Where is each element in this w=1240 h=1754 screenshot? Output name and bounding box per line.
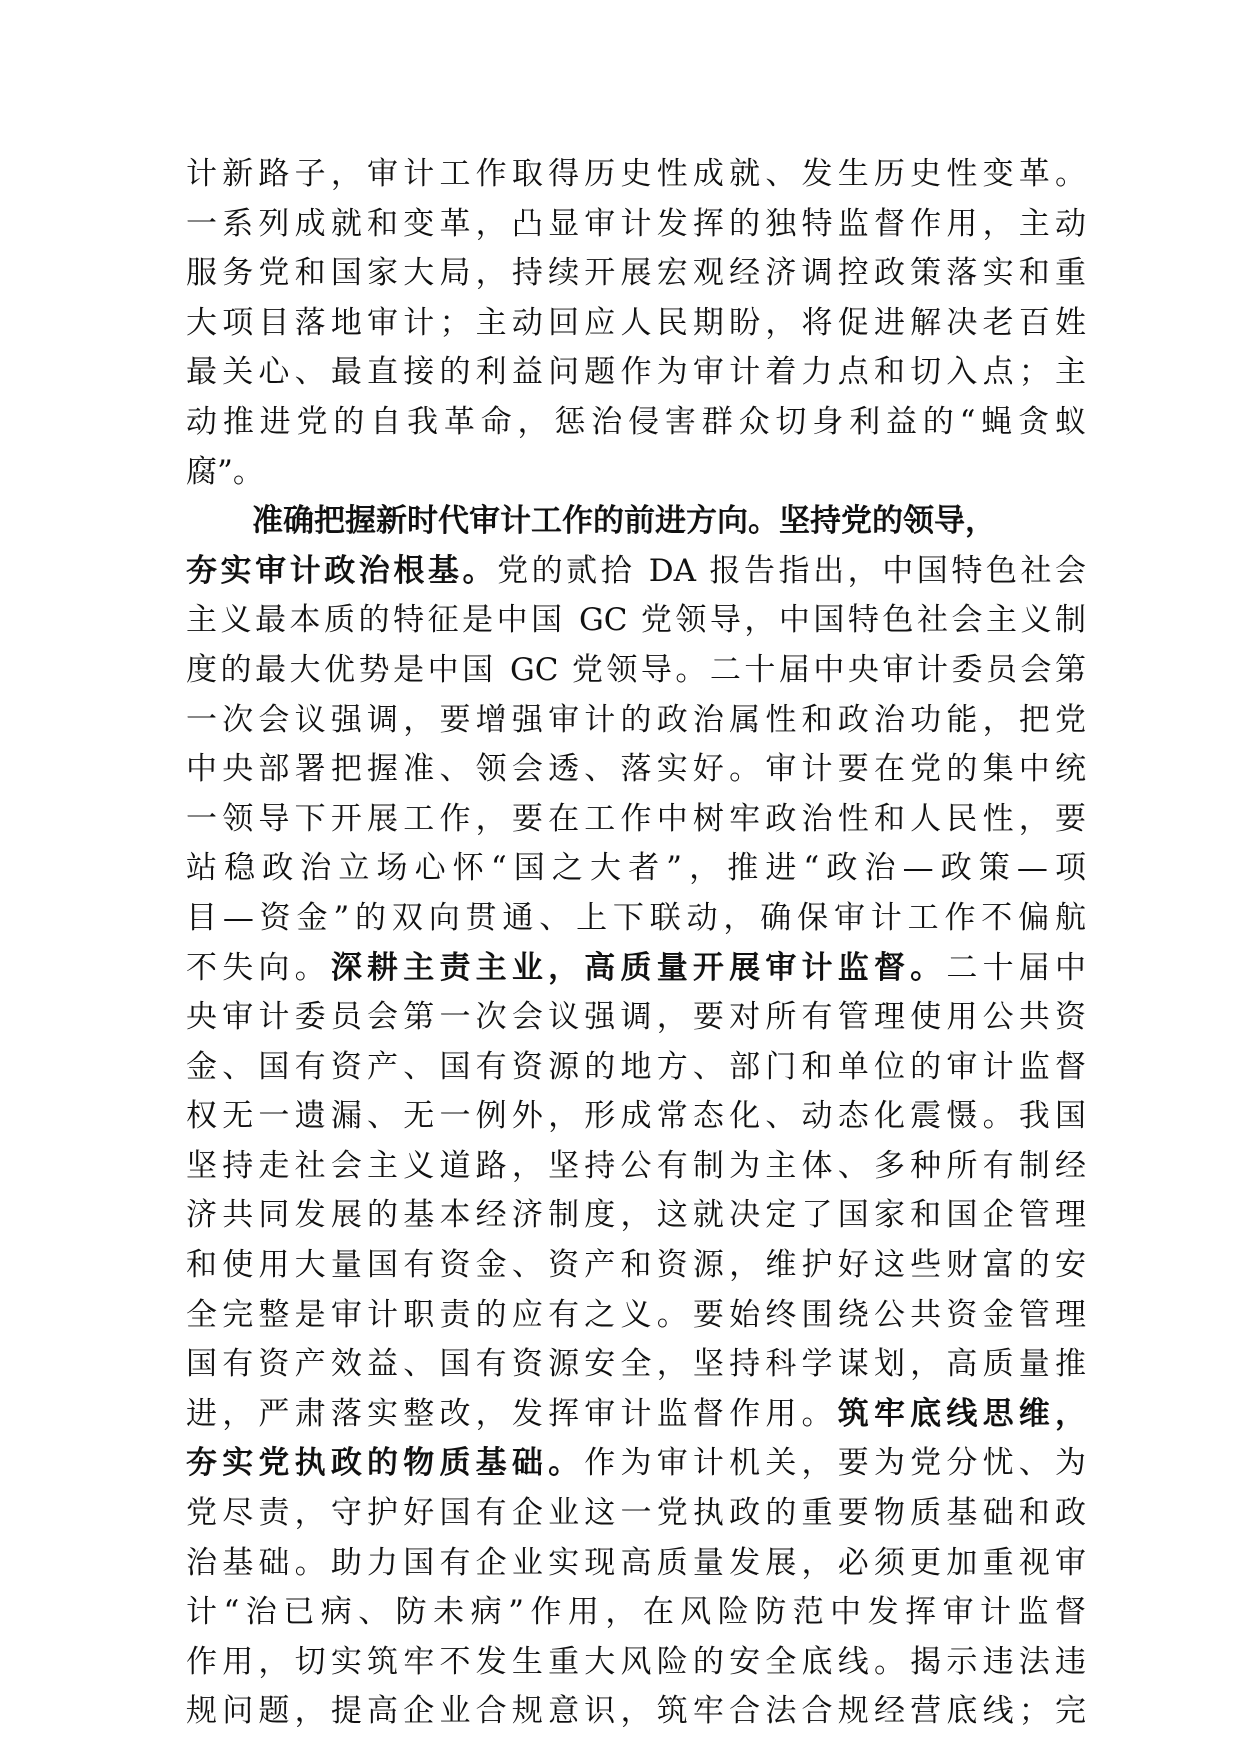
text-line: 一次会议强调，要增强审计的政治属性和政治功能，把党 <box>186 701 1086 738</box>
text-line: 最关心、最直接的利益问题作为审计着力点和切入点；主 <box>186 354 1086 391</box>
text-line: 服务党和国家大局，持续开展宏观经济调控政策落实和重 <box>186 255 1086 292</box>
section-heading: 夯实审计政治根基。 <box>186 552 498 589</box>
text-line: 目—资金”的双向贯通、上下联动，确保审计工作不偏航 <box>186 899 1086 936</box>
text-line: 大项目落地审计；主动回应人民期盼，将促进解决老百姓 <box>186 304 1086 341</box>
section-heading: 筑牢底线思维， <box>837 1395 1086 1432</box>
text-line: 计“治已病、防未病”作用，在风险防范中发挥审计监督 <box>186 1594 1086 1631</box>
text-line: 权无一遗漏、无一例外，形成常态化、动态化震慑。我国 <box>186 1098 1086 1135</box>
text-line: 中央部署把握准、领会透、落实好。审计要在党的集中统 <box>186 751 1086 788</box>
text-run: 二十届中 <box>946 949 1087 986</box>
text-run: 党的贰拾 DA 报告指出，中国特色社会 <box>497 552 1087 589</box>
text-line: 党尽责，守护好国有企业这一党执政的重要物质基础和政 <box>186 1495 1086 1532</box>
text-line: 坚持走社会主义道路，坚持公有制为主体、多种所有制经 <box>186 1147 1086 1184</box>
text-line: 腐”。 <box>186 453 264 490</box>
text-line: 动推进党的自我革命，惩治侵害群众切身利益的“蝇贪蚁 <box>186 403 1086 440</box>
text-line: 站稳政治立场心怀“国之大者”，推进“政治—政策—项 <box>186 850 1086 887</box>
text-run: 进，严肃落实整改，发挥审计监督作用。 <box>186 1395 838 1432</box>
text-line <box>186 1390 1086 1440</box>
text-run: 不失向。 <box>186 949 331 986</box>
text-line: 主义最本质的特征是中国 GC 党领导，中国特色社会主义制 <box>186 602 1086 639</box>
text-line: 规问题，提高企业合规意识，筑牢合法合规经营底线；完 <box>186 1693 1086 1730</box>
text-line: 一领导下开展工作，要在工作中树牢政治性和人民性，要 <box>186 800 1086 837</box>
text-line <box>186 944 1086 994</box>
text-line: 一系列成就和变革，凸显审计发挥的独特监督作用，主动 <box>186 205 1086 242</box>
text-line: 央审计委员会第一次会议强调，要对所有管理使用公共资 <box>186 999 1086 1036</box>
section-heading: 夯实党执政的物质基础。 <box>186 1445 585 1482</box>
text-line: 济共同发展的基本经济制度，这就决定了国家和国企管理 <box>186 1197 1086 1234</box>
text-line: 国有资产效益、国有资源安全，坚持科学谋划，高质量推 <box>186 1346 1086 1383</box>
text-line: 作用，切实筑牢不发生重大风险的安全底线。揭示违法违 <box>186 1643 1086 1680</box>
section-heading: 准确把握新时代审计工作的前进方向。坚持党的领导， <box>252 503 996 540</box>
text-line <box>186 497 1086 547</box>
section-heading: 深耕主责主业，高质量开展审计监督。 <box>330 949 947 986</box>
text-line <box>186 547 1086 597</box>
text-run: 作为审计机关，要为党分忧、为 <box>584 1445 1087 1482</box>
text-line: 计新路子，审计工作取得历史性成就、发生历史性变革。 <box>186 156 1086 192</box>
body-text <box>186 150 1086 1737</box>
text-line <box>186 1439 1086 1489</box>
text-line: 治基础。助力国有企业实现高质量发展，必须更加重视审 <box>186 1544 1086 1581</box>
text-line: 金、国有资产、国有资源的地方、部门和单位的审计监督 <box>186 1048 1086 1085</box>
text-line: 度的最大优势是中国 GC 党领导。二十届中央审计委员会第 <box>186 651 1086 688</box>
text-line: 全完整是审计职责的应有之义。要始终围绕公共资金管理 <box>186 1296 1086 1333</box>
text-line: 和使用大量国有资金、资产和资源，维护好这些财富的安 <box>186 1247 1086 1284</box>
